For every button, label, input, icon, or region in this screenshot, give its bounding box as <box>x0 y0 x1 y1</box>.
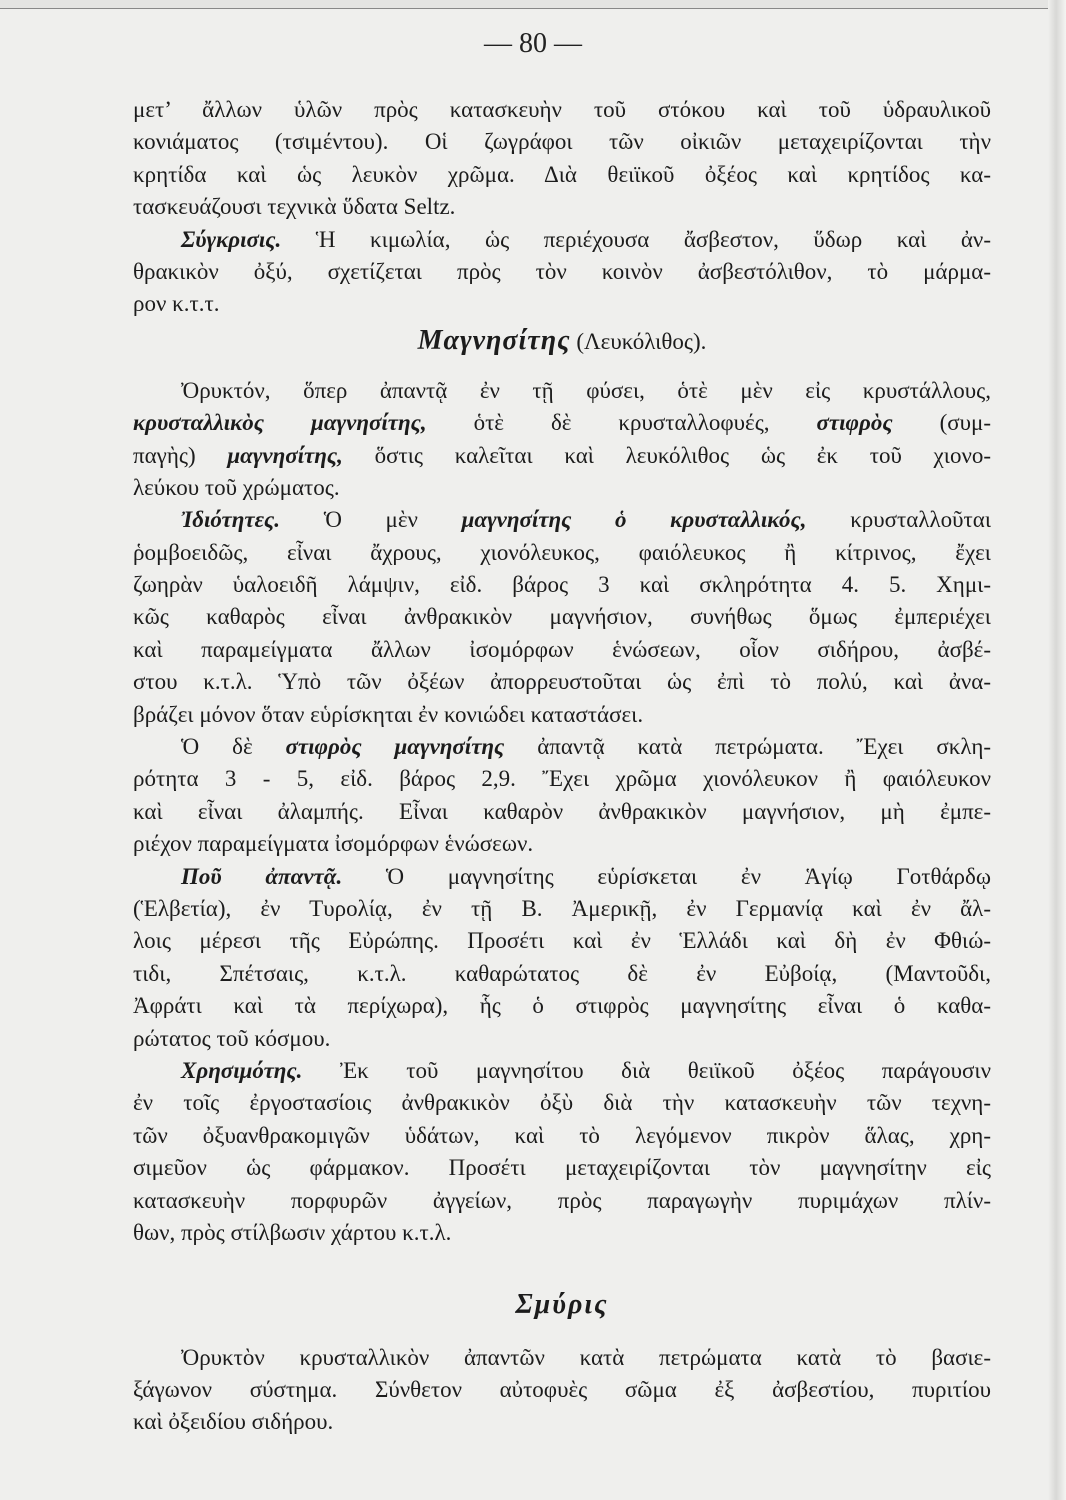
text-line: ῥομβοειδῶς, εἶναι ἄχρους, χιονόλευκος, φαιόλευκος ἢ κίτρινος, ἔχει <box>133 539 991 565</box>
section-heading-smyris: Σμύρις <box>515 1288 609 1320</box>
term-bold: στιφρὸς μαγνησίτης <box>285 734 505 760</box>
body-text <box>133 94 991 1439</box>
idiotites-label: Ἰδιότητες. <box>181 507 281 533</box>
text-line: τιδι, Σπέτσαις, κ.τ.λ. καθαρώτατος δὲ ἐν Εὐβοίᾳ, (Μαντοῦδι, <box>133 960 991 986</box>
text-line: ρότητα 3 - 5, εἰδ. βάρος 2,9. Ἔχει χρῶμα χιονόλευκον ἢ φαιόλευκον <box>133 766 991 792</box>
text-line: Ὀρυκτὸν κρυσταλλικὸν ἀπαντῶν κατὰ πετρώματα κατὰ τὸ βασιε- <box>181 1344 991 1370</box>
text-span: ὁτὲ δὲ κρυσταλλοφυές, <box>473 410 770 436</box>
text-line: λεύκου τοῦ χρώματος. <box>133 474 340 500</box>
text-line: μετ’ ἄλλων ὑλῶν πρὸς κατασκευὴν τοῦ στόκου καὶ τοῦ ὑδραυλικοῦ <box>133 97 991 122</box>
spacer <box>133 1249 991 1281</box>
spacer <box>133 361 991 375</box>
text-line: τῶν ὀξυανθρακομιγῶν ὑδάτων, καὶ τὸ λεγόμενον πικρὸν ἅλας, χρη- <box>133 1122 991 1148</box>
text-line: κῶς καθαρὸς εἶναι ἀνθρακικὸν μαγνήσιον, συνήθως ὅμως ἐμπεριέχει <box>133 604 991 630</box>
text-span: Ὁ μαγνησίτης εὑρίσκεται ἐν Ἁγίῳ Γοτθάρδῳ <box>385 863 992 889</box>
term-bold: κρυσταλλικὸς μαγνησίτης, <box>133 410 427 436</box>
text-line: ζωηρὰν ὑαλοειδῆ λάμψιν, εἰδ. βάρος 3 καὶ σκληρότητα 4. 5. Χημι- <box>133 572 991 598</box>
term-bold: μαγνησίτης, <box>227 442 343 468</box>
synkrisis-text: Ἡ κιμωλία, ὡς περιέχουσα ἄσβεστον, ὕδωρ καὶ ἀν- <box>315 226 991 252</box>
text-line: βράζει μόνον ὅταν εὑρίσκηται ἐν κονιώδει καταστάσει. <box>133 701 644 727</box>
top-border <box>0 0 1066 9</box>
text-span: παγὴς) <box>133 442 196 468</box>
synkrisis-line <box>133 224 991 256</box>
magnesite-subtitle: (Λευκόλιθος). <box>576 328 707 354</box>
text-line: θων, πρὸς στίλβωσιν χάρτου κ.τ.λ. <box>133 1219 452 1245</box>
text-line: καὶ ὀξειδίου σιδήρου. <box>133 1409 334 1435</box>
text-span: ὅστις καλεῖται καὶ λευκόλιθος ὡς ἐκ τοῦ χιονο- <box>374 442 992 468</box>
text-line: θρακικὸν ὀξύ, σχετίζεται πρὸς τὸν κοινὸν ἀσβεστόλιθον, τὸ μάρμα- <box>133 258 991 284</box>
text-span: Ὁ δὲ <box>181 734 253 760</box>
text-line: κονιάματος (τσιμέντου). Οἱ ζωγράφοι τῶν οἰκιῶν μεταχειρίζονται τὴν <box>133 129 991 155</box>
page-edge-shadow <box>1048 0 1066 1500</box>
text-line: Ὀρυκτόν, ὅπερ ἀπαντᾷ ἐν τῇ φύσει, ὁτὲ μὲν εἰς κρυστάλλους, <box>181 377 991 403</box>
text-line: ρώτατος τοῦ κόσμου. <box>133 1025 331 1051</box>
pou-line <box>133 861 991 893</box>
page-number: — 80 — <box>484 28 582 59</box>
text-line: σιμεῦον ὡς φάρμακον. Προσέτι μεταχειρίζονται τὸν μαγνησίτην εἰς <box>133 1155 991 1181</box>
text-line: στου κ.τ.λ. Ὑπὸ τῶν ὀξέων ἀπορρευστοῦται ὡς ἐπὶ τὸ πολύ, καὶ ἀνα- <box>133 669 991 695</box>
term-bold: μαγνησίτης ὁ κρυσταλλικός, <box>461 507 807 533</box>
text-span: κρυσταλλοῦται <box>850 507 992 533</box>
idiotites-line <box>133 504 991 536</box>
para1-line2 <box>133 407 991 439</box>
section-heading-magnesite <box>133 321 991 361</box>
pou-label: Ποῦ ἀπαντᾷ. <box>181 863 343 889</box>
text-line: ριέχον παραμείγματα ἰσομόρφων ἑνώσεων. <box>133 831 534 857</box>
stifros-line <box>133 731 991 763</box>
text-line: λοις μέρεσι τῆς Εὐρώπης. Προσέτι καὶ ἐν Ἑλλάδι καὶ δὴ ἐν Φθιώ- <box>133 928 991 954</box>
text-line: Ἀφράτι καὶ τὰ περίχωρα), ἧς ὁ στιφρὸς μαγνησίτης εἶναι ὁ καθα- <box>133 993 991 1019</box>
chrisimotis-line <box>133 1055 991 1087</box>
para1-line3 <box>133 440 991 472</box>
text-line: καὶ εἶναι ἀλαμπής. Εἶναι καθαρὸν ἀνθρακικὸν μαγνήσιον, μὴ ἐμπε- <box>133 798 991 824</box>
text-line: κατασκευὴν πορφυρῶν ἀγγείων, πρὸς παραγωγὴν πυριμάχων πλίν- <box>133 1187 991 1213</box>
text-line: ρον κ.τ.τ. <box>133 291 220 317</box>
text-span: ἀπαντᾷ κατὰ πετρώματα. Ἔχει σκλη- <box>537 734 992 760</box>
chrisimotis-label: Χρησιμότης. <box>181 1057 303 1083</box>
synkrisis-label: Σύγκρισις. <box>181 226 282 252</box>
text-span: Ἐκ τοῦ μαγνησίτου διὰ θειϊκοῦ ὀξέος παράγουσιν <box>339 1057 992 1083</box>
text-line: ἐν τοῖς ἐργοστασίοις ἀνθρακικὸν ὀξὺ διὰ τὴν κατασκευὴν τῶν τεχνη- <box>133 1090 991 1116</box>
text-span: (συμ- <box>939 410 992 436</box>
magnesite-title: Μαγνησίτης <box>417 324 571 356</box>
term-bold: στιφρὸς <box>816 410 893 436</box>
text-line: τασκευάζουσι τεχνικὰ ὕδατα Seltz. <box>133 194 456 220</box>
spacer <box>133 1328 991 1342</box>
text-line: (Ἑλβετία), ἐν Τυρολίᾳ, ἐν τῇ Β. Ἀμερικῇ, ἐν Γερμανίᾳ καὶ ἐν ἄλ- <box>133 895 991 921</box>
text-line: κρητίδα καὶ ὡς λευκὸν χρῶμα. Διὰ θειϊκοῦ ὀξέος καὶ κρητίδος κα- <box>133 161 991 187</box>
text-span: Ὁ μὲν <box>323 507 418 533</box>
text-line: ξάγωνον σύστημα. Σύνθετον αὐτοφυὲς σῶμα ἐξ ἀσβεστίου, πυριτίου <box>133 1377 991 1403</box>
text-line: καὶ παραμείγματα ἄλλων ἰσομόρφων ἑνώσεων, οἷον σιδήρου, ἀσβέ- <box>133 636 991 662</box>
